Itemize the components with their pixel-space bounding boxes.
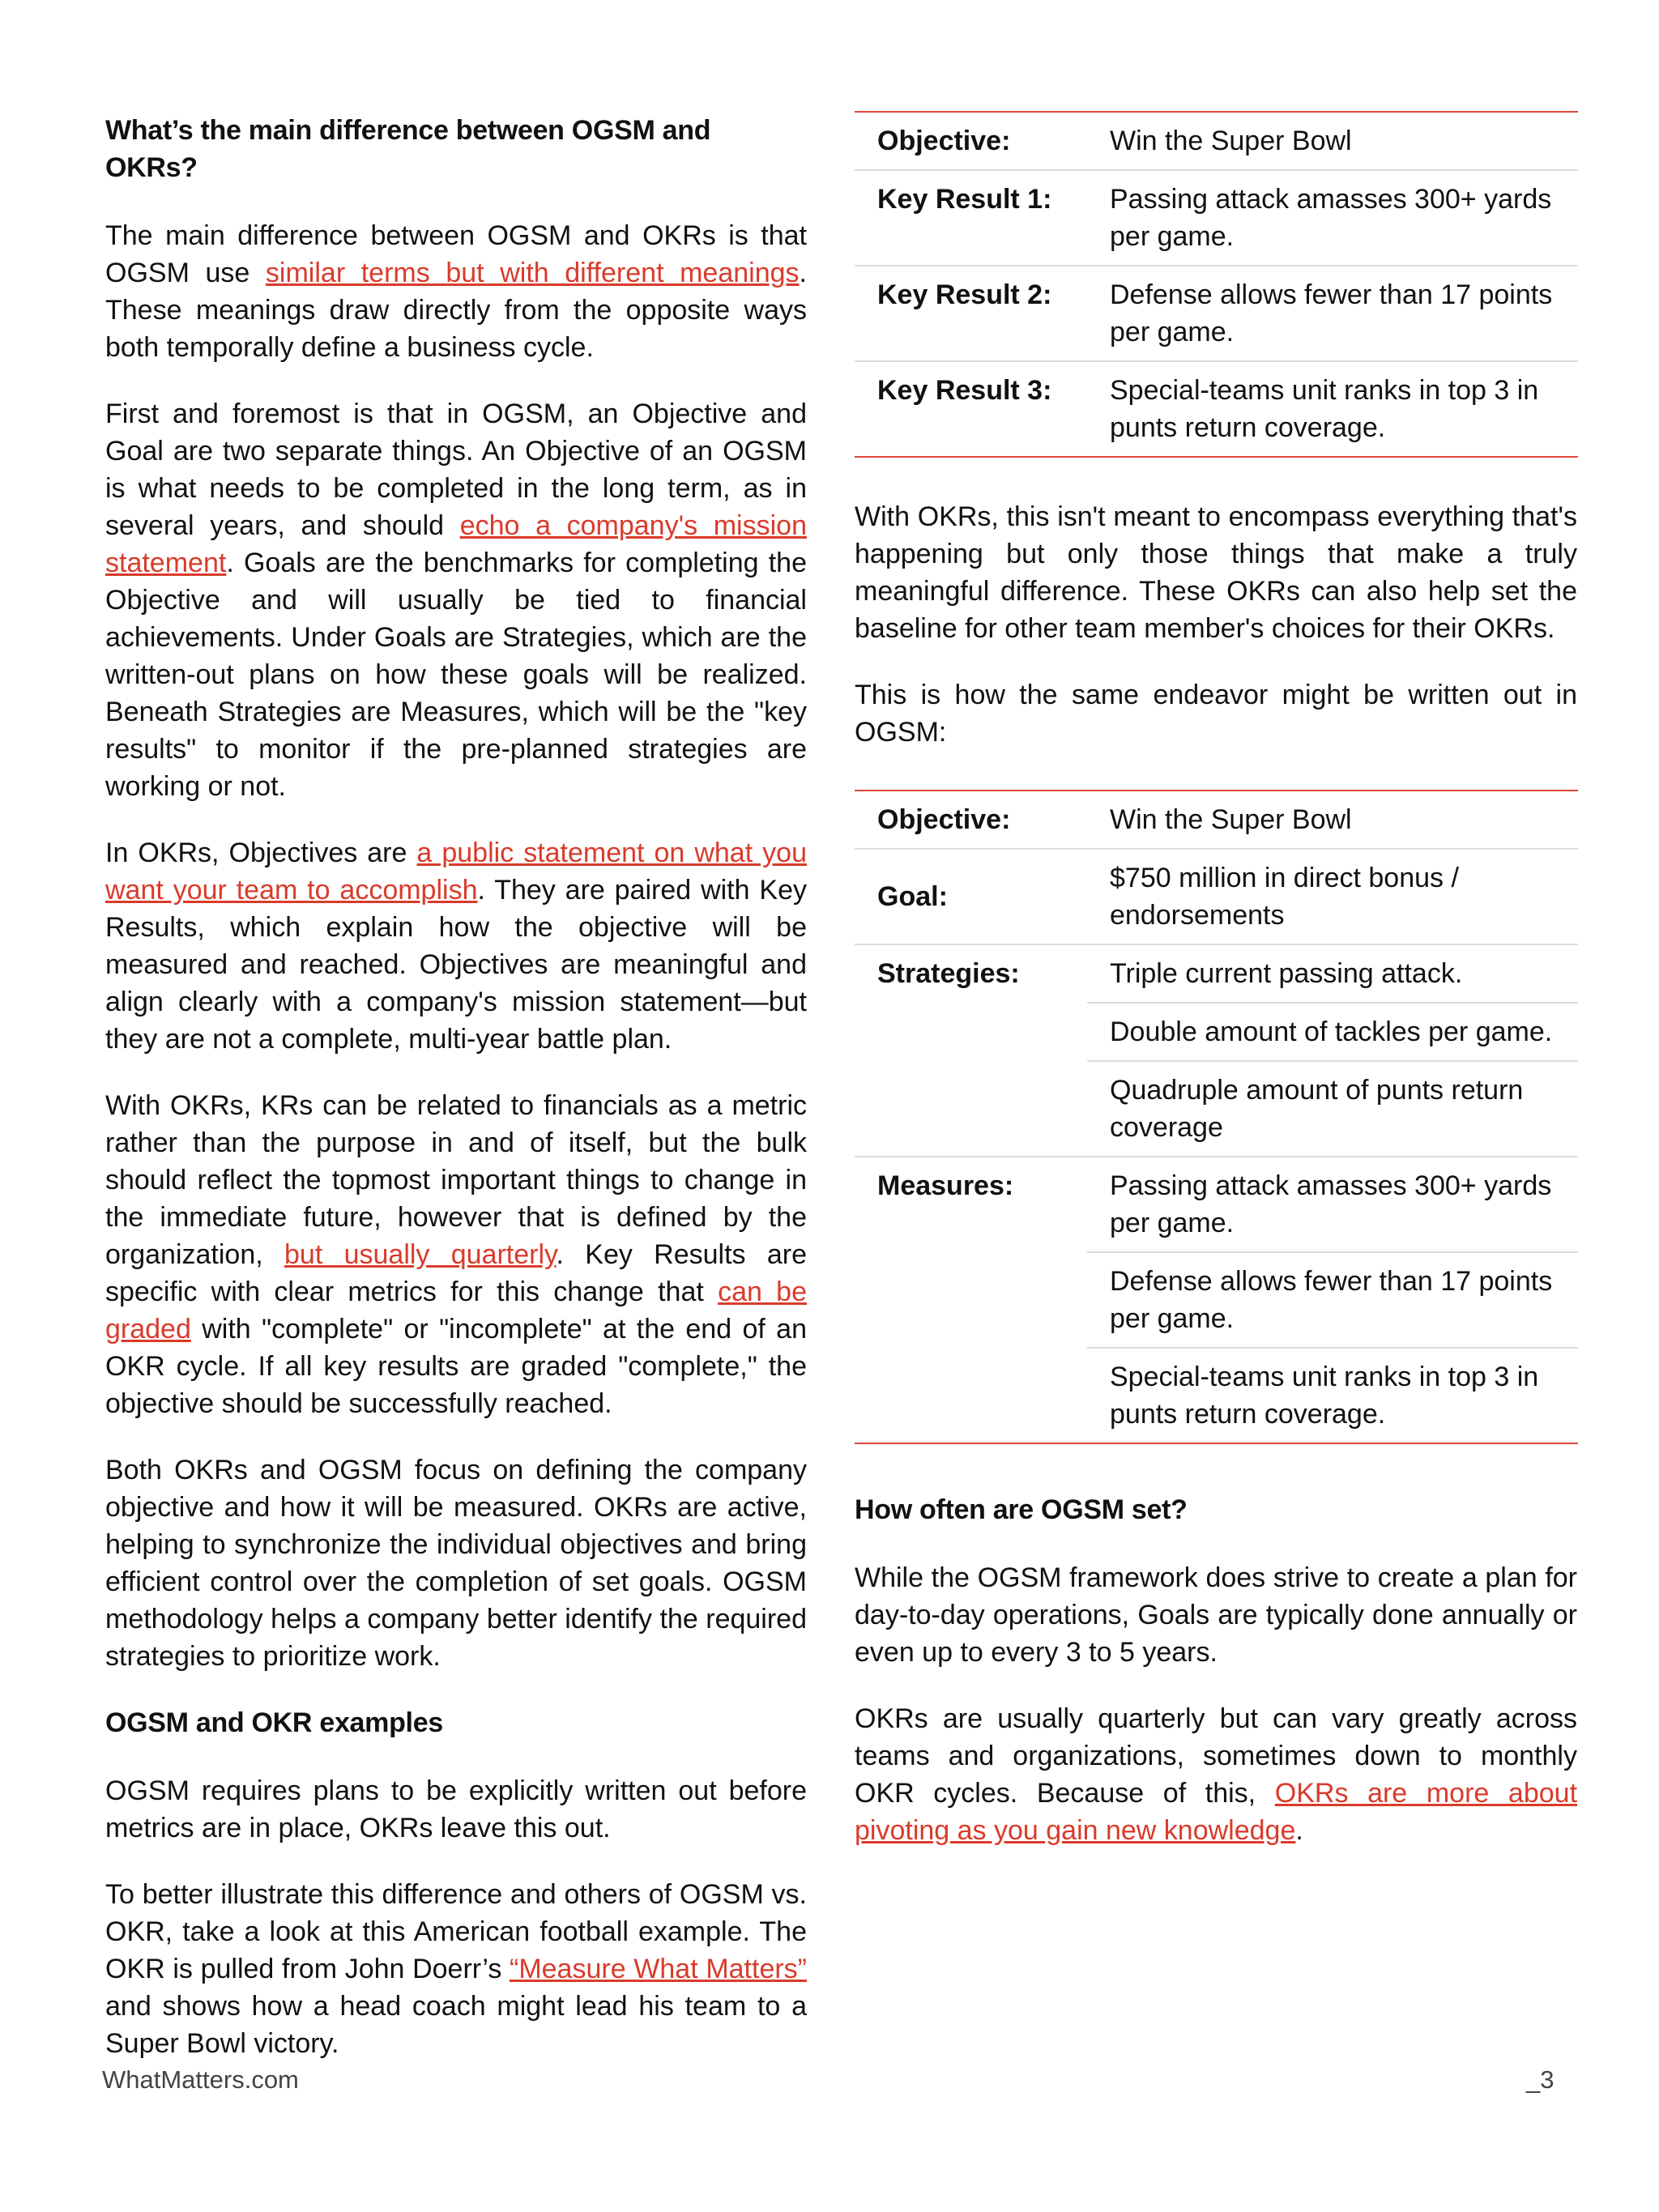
ogsm-table (855, 790, 1578, 1444)
link-public-statement[interactable]: a public statement on what you want your team to accomplish (105, 837, 807, 906)
ogsm-value: $750 million in direct bonus / endorsements (1087, 849, 1578, 944)
ogsm-value: Special-teams unit ranks in top 3 in punts return coverage. (1110, 1362, 1539, 1430)
paragraph (105, 395, 807, 805)
link-measure-what-matters[interactable]: “Measure What Matters” (510, 1954, 807, 1984)
text: . (1295, 1815, 1303, 1846)
okr-table (855, 111, 1578, 458)
ogsm-value: Defense allows fewer than 17 points per game. (1087, 1252, 1578, 1348)
table-row (855, 791, 1578, 849)
paragraph (105, 217, 807, 366)
ogsm-value: Triple current passing attack. (1087, 944, 1578, 1003)
section-heading-examples: OGSM and OKR examples (105, 1707, 443, 1738)
ogsm-key: Measures: (877, 1170, 1014, 1201)
okr-key: Key Result 3: (877, 375, 1052, 406)
text: . They are paired with Key Results, which explain how the objective will be measured and reached. Objectives are meaningful and align clearly with a company's mission statement—but they are not a complete, multi-year battle plan. (105, 875, 807, 1055)
paragraph (105, 834, 807, 1058)
link-okrs-pivoting[interactable]: OKRs are more about pivoting as you gain new knowledge (855, 1778, 1578, 1846)
text: The main difference between OGSM and OKRs is that OGSM use (105, 220, 807, 288)
text: . These meanings draw directly from the opposite ways both temporally define a business cycle. (105, 258, 807, 363)
ogsm-value: Double amount of tackles per game. (1087, 1003, 1578, 1061)
table-row (855, 266, 1578, 361)
ogsm-key: Goal: (855, 849, 1087, 944)
footer-site-name: WhatMatters.com (102, 2065, 299, 2094)
page-number: _3 (1526, 2065, 1555, 2094)
table-row (855, 944, 1578, 1003)
ogsm-value: Quadruple amount of punts return coverage (1087, 1061, 1578, 1157)
table-row (855, 112, 1578, 170)
okr-key: Objective: (855, 112, 1087, 170)
section-heading-difference: What’s the main difference between OGSM and OKRs? (105, 115, 711, 183)
text: . Goals are the benchmarks for completing the Objective and will usually be tied to financial achievements. Under Goals are Strategies, which are the written-out plans on how these goals will be realized. Beneath Strategies are Measures, which will be the "key results" to monitor if the pre-planned strategies are working or not. (105, 548, 807, 802)
text: . Key Results are specific with clear metrics for this change that (105, 1239, 808, 1307)
text: with "complete" or "incomplete" at the end of an OKR cycle. If all key results are graded "complete," the objective should be successfully reached. (105, 1314, 807, 1419)
okr-value: Win the Super Bowl (1087, 112, 1578, 170)
ogsm-value: Passing attack amasses 300+ yards per game. (1087, 1157, 1578, 1252)
okr-key: Key Result 2: (855, 266, 1087, 361)
ogsm-key: Strategies: (855, 944, 1087, 1157)
paragraph: With OKRs, this isn't meant to encompass everything that's happening but only those things that make a truly meaningful difference. These OKRs can also help set the baseline for other team member's choices for their OKRs. (855, 501, 1577, 644)
okr-value: Defense allows fewer than 17 points per game. (1087, 266, 1578, 361)
right-column (855, 111, 1577, 1878)
text: OKRs are usually quarterly but can vary greatly across teams and organizations, sometimes down to monthly OKR cycles. Because of this, (855, 1703, 1577, 1809)
table-row (855, 170, 1578, 266)
ogsm-key: Objective: (855, 791, 1087, 849)
paragraph (105, 1876, 807, 2062)
table-row (855, 849, 1578, 944)
paragraph (105, 1087, 807, 1422)
text: To better illustrate this difference and others of OGSM vs. OKR, take a look at this American football example. The OKR is pulled from John Doerr’s (105, 1879, 807, 1984)
paragraph: OGSM requires plans to be explicitly written out before metrics are in place, OKRs leave this out. (105, 1775, 807, 1843)
left-column (105, 112, 807, 2091)
paragraph: While the OGSM framework does strive to create a plan for day-to-day operations, Goals are typically done annually or even up to every 3 to 5 years. (855, 1562, 1577, 1668)
paragraph: Both OKRs and OGSM focus on defining the company objective and how it will be measured. OKRs are active, helping to synchronize the individual objectives and bring efficient control over the completion of set goals. OGSM methodology helps a company better identify the required strategies to prioritize work. (105, 1455, 807, 1672)
okr-key: Key Result 1: (855, 170, 1087, 266)
text: First and foremost is that in OGSM, an Objective and Goal are two separate things. An Objective of an OGSM is what needs to be completed in the long term, as in several years, and should (105, 399, 807, 541)
section-heading-how-often: How often are OGSM set? (855, 1494, 1188, 1525)
okr-value: Passing attack amasses 300+ yards per game. (1087, 170, 1578, 266)
link-similar-terms[interactable]: similar terms but with different meanings (265, 258, 800, 288)
link-usually-quarterly[interactable]: but usually quarterly (284, 1239, 557, 1270)
link-can-be-graded[interactable]: can be graded (105, 1276, 807, 1345)
ogsm-value: Win the Super Bowl (1087, 791, 1578, 849)
paragraph: This is how the same endeavor might be written out in OGSM: (855, 680, 1577, 748)
text: With OKRs, KRs can be related to financials as a metric rather than the purpose in and of itself, but the bulk should reflect the topmost important things to change in the immediate future, however that is defined by the organization, (105, 1090, 807, 1270)
link-mission-statement[interactable]: echo a company's mission statement (105, 510, 807, 578)
text: and shows how a head coach might lead his team to a Super Bowl victory. (105, 1991, 807, 2059)
table-row (855, 361, 1578, 457)
paragraph (855, 1700, 1577, 1849)
text: In OKRs, Objectives are (105, 837, 417, 868)
okr-value: Special-teams unit ranks in top 3 in punts return coverage. (1110, 375, 1539, 443)
table-row (855, 1157, 1578, 1252)
